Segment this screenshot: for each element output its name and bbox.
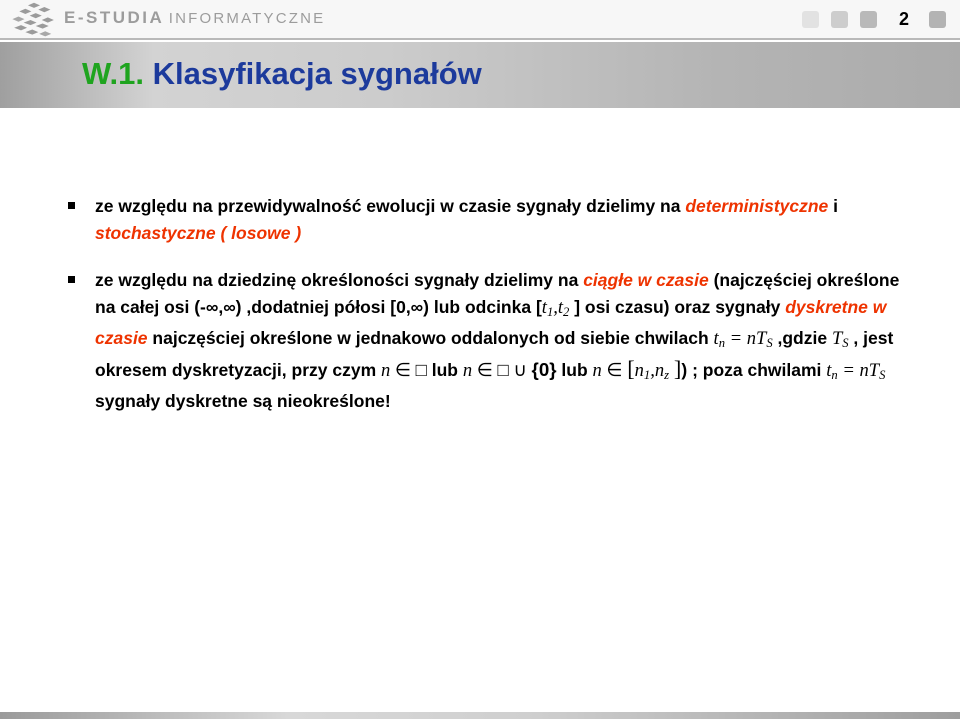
- title-band: [0, 42, 960, 108]
- page-number: 2: [898, 9, 909, 29]
- bullet-item: [95, 193, 925, 246]
- bullet-text-line: ze względu na dziedzinę określoności sygnały dzielimy na ciągłe w czasie (najczęściej określone: [95, 270, 900, 290]
- logo-tiles-icon: [8, 1, 60, 39]
- bullet-item: [95, 267, 925, 415]
- footer-bar: [0, 712, 960, 719]
- logo-text-secondary: INFORMATYCZNE: [168, 10, 326, 27]
- title-prefix: W.1.: [82, 56, 153, 91]
- bullet-list: [95, 193, 925, 436]
- bullet-text-line: na całej osi (-∞,∞) ,dodatniej półosi [0,∞) lub odcinka [t1,t2 ] osi czasu) oraz sygnały dyskretne w: [95, 296, 887, 319]
- slide-title: [82, 56, 482, 92]
- bullet-text-line: okresem dyskretyzacji, przy czym n ∈ □ lub n ∈ □ ∪ {0} lub n ∈ [n1,nz ]) ; poza chwilami tn = nTS: [95, 355, 886, 382]
- logo-text: [64, 8, 325, 28]
- top-bar: [0, 0, 960, 40]
- bullet-text-line: czasie najczęściej określone w jednakowo oddalonych od siebie chwilach tn = nTS ,gdzie TS , jest: [95, 328, 894, 351]
- decorative-square: [929, 11, 946, 28]
- decorative-square: [831, 11, 848, 28]
- title-main: Klasyfikacja sygnałów: [152, 56, 482, 91]
- header-right: [790, 9, 946, 30]
- decorative-square: [860, 11, 877, 28]
- bullet-square-icon: [68, 276, 75, 283]
- bullet-text-line: sygnały dyskretne są nieokreślone!: [95, 391, 391, 412]
- bullet-square-icon: [68, 202, 75, 209]
- logo-text-primary: E-STUDIA: [64, 8, 165, 27]
- bullet-text-line: ze względu na przewidywalność ewolucji w czasie sygnały dzielimy na deterministyczne i: [95, 196, 839, 216]
- bullet-text-line: stochastyczne ( losowe ): [95, 222, 302, 243]
- decorative-squares: [790, 11, 877, 28]
- decorative-square: [802, 11, 819, 28]
